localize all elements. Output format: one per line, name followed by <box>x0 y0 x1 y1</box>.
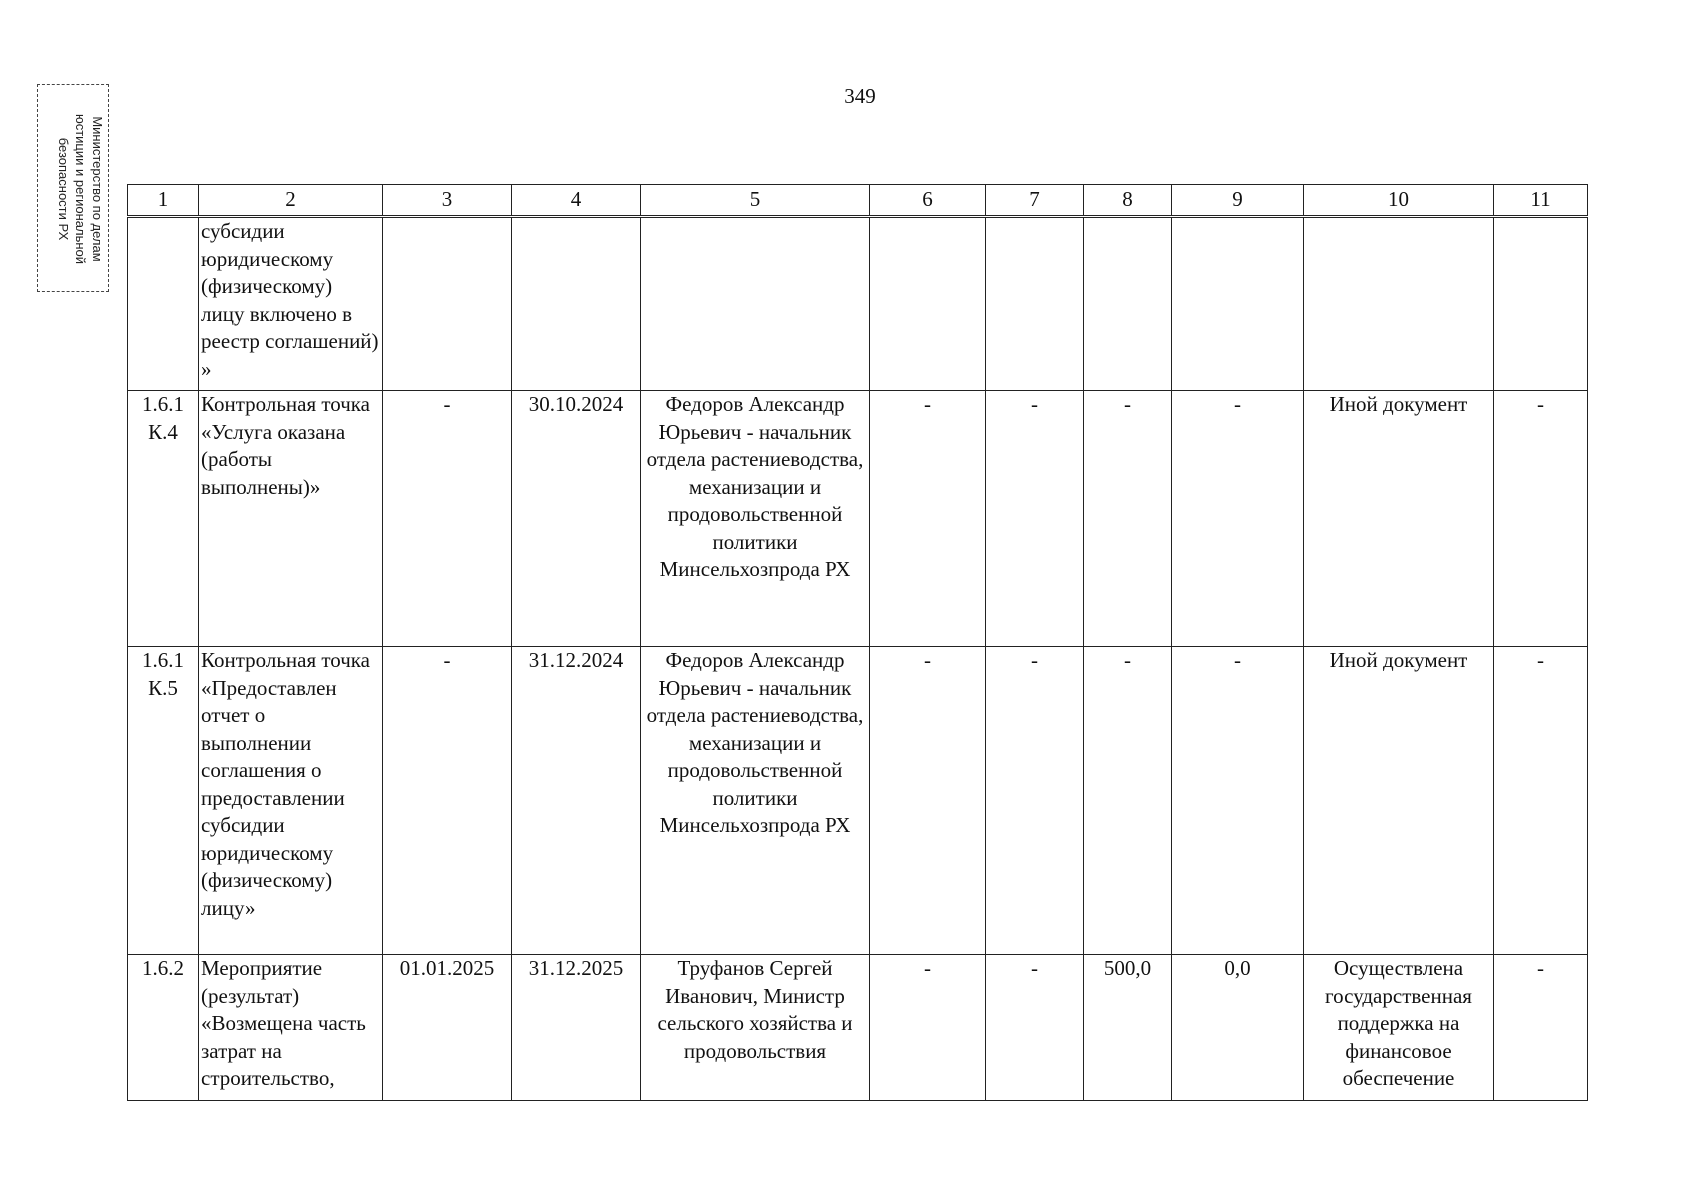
table-header-row <box>128 185 1588 217</box>
cell-col6 <box>870 217 986 391</box>
start-date: 01.01.2025 <box>383 955 512 1101</box>
cell-col9: - <box>1172 647 1304 955</box>
table-row <box>128 217 1588 391</box>
column-header: 3 <box>383 185 512 217</box>
row-number <box>128 217 199 391</box>
row-number: 1.6.1 К.4 <box>128 391 199 647</box>
column-header: 11 <box>1494 185 1588 217</box>
row-number: 1.6.1 К.5 <box>128 647 199 955</box>
cell-col6: - <box>870 955 986 1101</box>
document-table <box>127 184 1588 1101</box>
responsible-person: Федоров Александр Юрьевич - начальник отдела растениеводства, механизации и продовольственной политики Минсельхозпрода РХ <box>641 391 870 647</box>
cell-col8: - <box>1084 391 1172 647</box>
responsible-person: Федоров Александр Юрьевич - начальник отдела растениеводства, механизации и продовольственной политики Минсельхозпрода РХ <box>641 647 870 955</box>
result-document: Осуществлена государственная поддержка на финансовое обеспечение <box>1304 955 1494 1101</box>
table-row <box>128 647 1588 955</box>
column-header: 9 <box>1172 185 1304 217</box>
table-row <box>128 391 1588 647</box>
registration-stamp <box>37 84 109 292</box>
table-row <box>128 955 1588 1101</box>
event-name: Контрольная точка «Услуга оказана (работы выполнены)» <box>199 391 383 647</box>
column-header: 6 <box>870 185 986 217</box>
end-date <box>512 217 641 391</box>
stamp-line: безопасности РХ <box>56 137 71 241</box>
cell-col8 <box>1084 217 1172 391</box>
stamp-line: Министерство по делам <box>90 116 105 262</box>
responsible-person: Труфанов Сергей Иванович, Министр сельского хозяйства и продовольствия <box>641 955 870 1101</box>
column-header: 10 <box>1304 185 1494 217</box>
financing-amount-2: 0,0 <box>1172 955 1304 1101</box>
stamp-text <box>38 85 109 292</box>
result-document: Иной документ <box>1304 391 1494 647</box>
end-date: 30.10.2024 <box>512 391 641 647</box>
cell-col11: - <box>1494 391 1588 647</box>
cell-col7: - <box>986 391 1084 647</box>
cell-col7: - <box>986 647 1084 955</box>
column-header: 7 <box>986 185 1084 217</box>
event-name: субсидии юридическому (физическому) лицу включено в реестр соглашений) » <box>199 217 383 391</box>
page-number: 349 <box>844 84 876 108</box>
cell-col7 <box>986 217 1084 391</box>
start-date: - <box>383 647 512 955</box>
end-date: 31.12.2025 <box>512 955 641 1101</box>
column-header: 8 <box>1084 185 1172 217</box>
result-document <box>1304 217 1494 391</box>
financing-amount: 500,0 <box>1084 955 1172 1101</box>
column-header: 4 <box>512 185 641 217</box>
column-header: 2 <box>199 185 383 217</box>
cell-col9 <box>1172 217 1304 391</box>
cell-col9: - <box>1172 391 1304 647</box>
cell-col8: - <box>1084 647 1172 955</box>
result-document: Иной документ <box>1304 647 1494 955</box>
start-date: - <box>383 391 512 647</box>
event-name: Контрольная точка «Предоставлен отчет о выполнении соглашения о предоставлении субсидии юридическому (физическому) лицу» <box>199 647 383 955</box>
stamp-line: юстиции и региональной <box>73 113 88 265</box>
cell-col11 <box>1494 217 1588 391</box>
column-header: 5 <box>641 185 870 217</box>
cell-col6: - <box>870 391 986 647</box>
event-name: Мероприятие (результат) «Возмещена часть затрат на строительство, <box>199 955 383 1101</box>
cell-col11: - <box>1494 955 1588 1101</box>
column-header: 1 <box>128 185 199 217</box>
cell-col11: - <box>1494 647 1588 955</box>
cell-col7: - <box>986 955 1084 1101</box>
row-number: 1.6.2 <box>128 955 199 1101</box>
end-date: 31.12.2024 <box>512 647 641 955</box>
start-date <box>383 217 512 391</box>
cell-col6: - <box>870 647 986 955</box>
responsible-person <box>641 217 870 391</box>
